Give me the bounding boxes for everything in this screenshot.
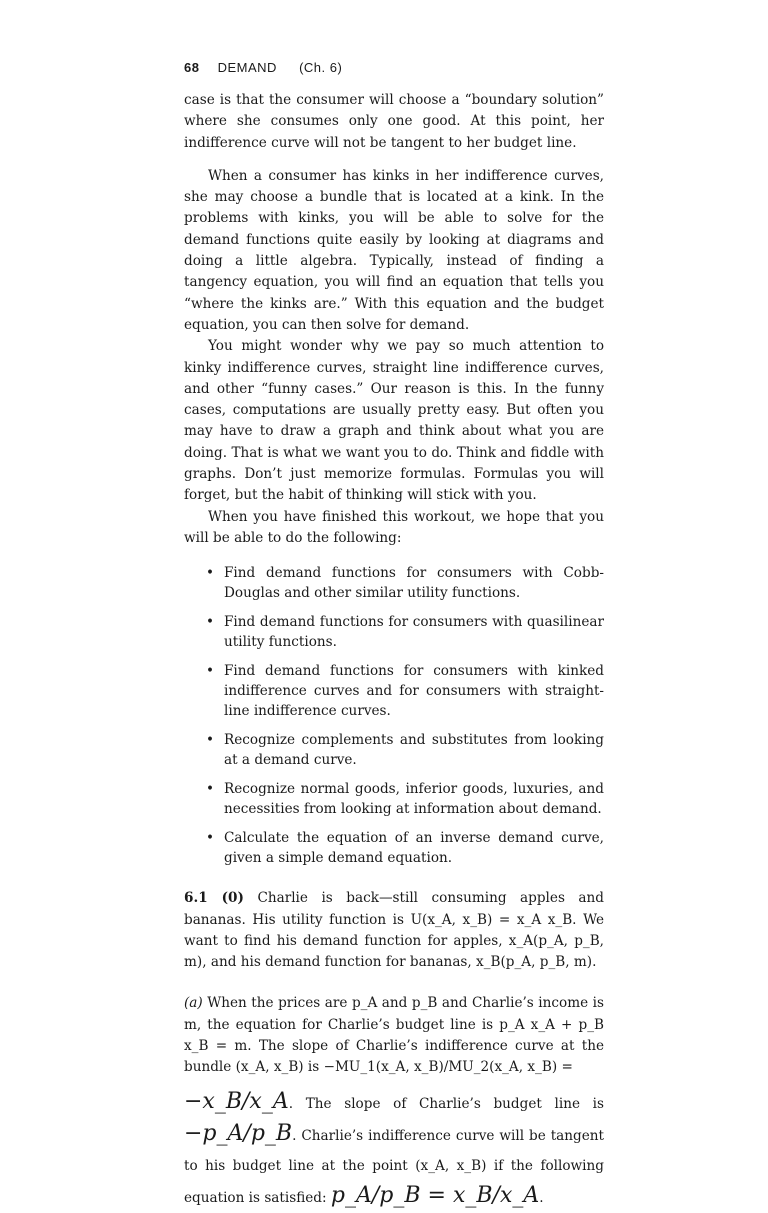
part-a-text: When the prices are p_A and p_B and Charlie’s income is m, the equation for Charlie’s budget line is p_A x_A + p_B x_B = m. The slope of Charlie’s indifference curve at the bundle (x_A, x_B) is −MU_1(x_A, x_B)/MU_2(x_A, x_B) =: [184, 995, 604, 1076]
answer-mrs: −x_B/x_A: [184, 1088, 289, 1114]
problem-text: Charlie is back—still consuming apples and bananas. His utility function is U(x_A, x_B) = x_A x_B. We want to find his demand function for apples, x_A(p_A, p_B, m), and his demand function for bananas, x_B(p_A, p_B, m).: [184, 890, 604, 971]
part-label: (a): [184, 995, 203, 1012]
chapter-label: (Ch. 6): [299, 60, 343, 75]
list-item: • Calculate the equation of an inverse demand curve, given a simple demand equation.: [224, 828, 604, 868]
slope-text: The slope of Charlie’s budget line is: [305, 1095, 604, 1112]
paragraph: When a consumer has kinks in her indifference curves, she may choose a bundle that is located at a kink. In the problems with kinks, you will be able to solve for the demand functions quite easily by looking at diagrams and doing a little algebra. Typically, instead of finding a tangency equation, you will find an equation that tells you “where the kinks are.” With this equation and the budget equation, you can then solve for demand.: [184, 167, 604, 333]
problem-statement: [184, 888, 604, 973]
list-item: • Recognize normal goods, inferior goods, luxuries, and necessities from looking at information about demand.: [224, 779, 604, 819]
paragraph: You might wonder why we pay so much attention to kinky indifference curves, straight line indifference curves, and other “funny cases.” Our reason is this. In the funny cases, computations are usually pretty easy. But often you may have to draw a graph and think about what you are doing. That is what we want you to do. Think and fiddle with graphs. Don’t just memorize formulas. Formulas you will forget, but the habit of thinking will stick with you.: [184, 338, 604, 504]
problem-part-a: [184, 993, 604, 1078]
answer-budget-slope: −p_A/p_B: [184, 1120, 293, 1146]
answer-tangency: p_A/p_B = x_B/x_A: [330, 1182, 540, 1208]
section-title: DEMAND: [217, 60, 277, 75]
page-number: 68: [184, 60, 200, 75]
problem-number: 6.1 (0): [184, 890, 244, 907]
paragraph: When you have finished this workout, we hope that you will be able to do the following:: [184, 508, 604, 546]
list-item: • Find demand functions for consumers with kinked indifference curves and for consumers with straight-line indifference curves.: [224, 661, 604, 721]
list-item: • Find demand functions for consumers with quasilinear utility functions.: [224, 612, 604, 652]
paragraph: case is that the consumer will choose a “boundary solution” where she consumes only one good. At this point, her indifference curve will not be tangent to her budget line.: [184, 92, 604, 151]
tangent-text: Charlie’s indifference curve will be tangent to his budget line at the point (x_A, x_B) if the following equation is satisfied:: [184, 1127, 604, 1206]
slope-line: −x_B/x_A. The slope of Charlie’s budget line is −p_A/p_B. Charlie’s indifference curve will be tangent to his budget line at the point (x_A, x_B) if the following equation is satisfied: p_A/p_B = x_B/x_A.: [184, 1088, 604, 1208]
list-item: • Find demand functions for consumers with Cobb-Douglas and other similar utility functions.: [224, 563, 604, 603]
list-item: • Recognize complements and substitutes from looking at a demand curve.: [224, 730, 604, 770]
running-head: [184, 60, 342, 75]
objectives-list: [184, 563, 604, 868]
body-text: [184, 90, 604, 1213]
